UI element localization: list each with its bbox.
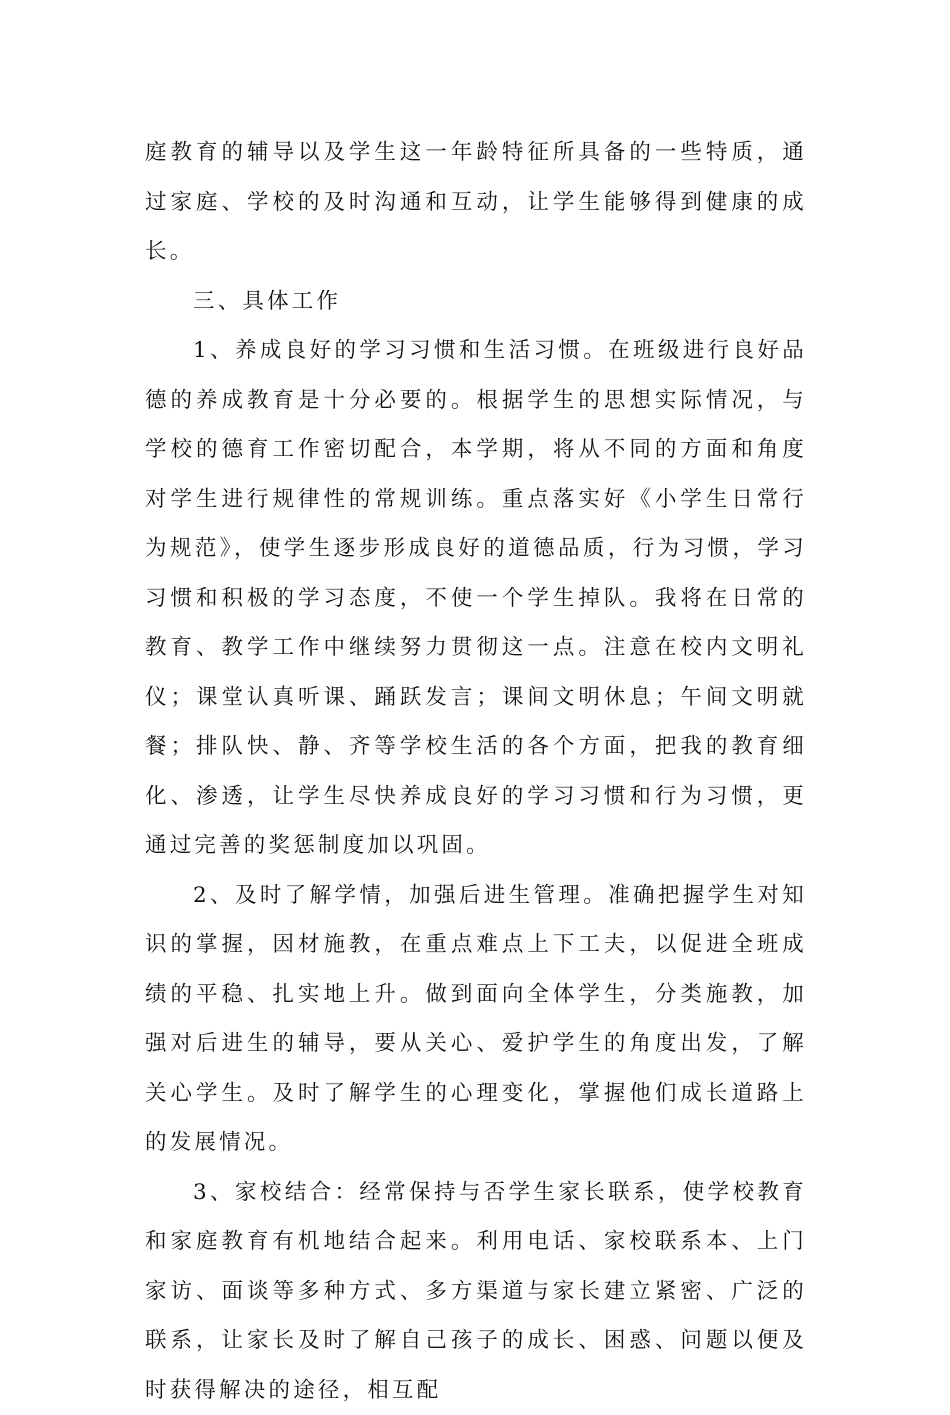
paragraph-learning-status: 2、及时了解学情，加强后进生管理。准确把握学生对知识的掌握，因材施教，在重点难点上下工夫，以促进全班成绩的平稳、扎实地上升。做到面向全体学生，分类施教，加强对后进生的辅导，要从关心、爱护学生的角度出发，了解关心学生。及时了解学生的心理变化，掌握他们成长道路上的发展情况。	[145, 871, 807, 1168]
paragraph-continuation: 庭教育的辅导以及学生这一年龄特征所具备的一些特质，通过家庭、学校的及时沟通和互动，让学生能够得到健康的成长。	[145, 128, 807, 277]
section-heading-specific-work: 三、具体工作	[145, 277, 807, 327]
paragraph-habits: 1、养成良好的学习习惯和生活习惯。在班级进行良好品德的养成教育是十分必要的。根据学生的思想实际情况，与学校的德育工作密切配合，本学期，将从不同的方面和角度对学生进行规律性的常规训练。重点落实好《小学生日常行为规范》，使学生逐步形成良好的道德品质，行为习惯，学习习惯和积极的学习态度，不使一个学生掉队。我将在日常的教育、教学工作中继续努力贯彻这一点。注意在校内文明礼仪；课堂认真听课、踊跃发言；课间文明休息；午间文明就餐；排队快、静、齐等学校生活的各个方面，把我的教育细化、渗透，让学生尽快养成良好的学习习惯和行为习惯，更通过完善的奖惩制度加以巩固。	[145, 326, 807, 871]
paragraph-home-school: 3、家校结合：经常保持与否学生家长联系，使学校教育和家庭教育有机地结合起来。利用电话、家校联系本、上门家访、面谈等多种方式、多方渠道与家长建立紧密、广泛的联系，让家长及时了解自己孩子的成长、困惑、问题以便及时获得解决的途径，相互配	[145, 1168, 807, 1415]
document-body	[145, 128, 807, 1415]
